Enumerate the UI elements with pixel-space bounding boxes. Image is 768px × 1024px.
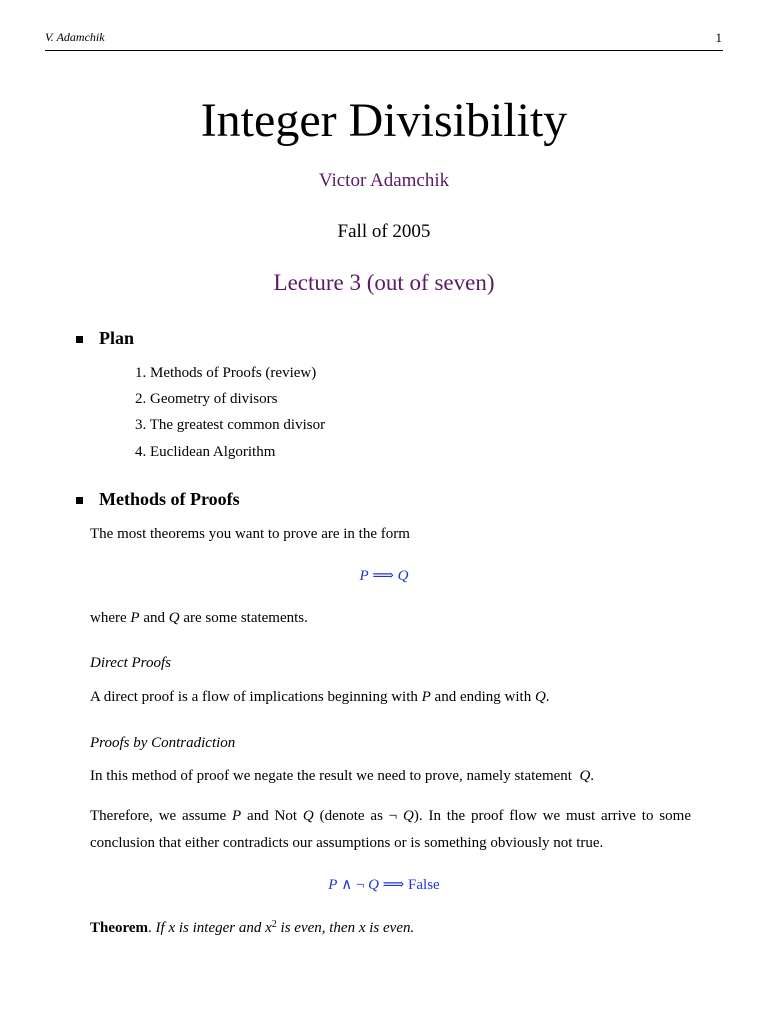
document-date: Fall of 2005 [337,221,431,242]
formula-implication: P ⟹ Q [359,568,409,584]
plan-bullet-icon [76,336,83,343]
header-divider [45,50,723,51]
lecture-subtitle: Lecture 3 (out of seven) [273,270,495,295]
document-author: Victor Adamchik [318,170,450,191]
theorem-label: Theorem [90,920,149,936]
formula-contradiction: P ∧ ¬ Q ⟹ False [328,877,440,893]
methods-heading: Methods of Proofs [99,489,240,509]
methods-intro: The most theorems you want to prove are in the form [90,526,410,542]
plan-item: 4. Euclidean Algorithm [135,444,276,460]
page-number: 1 [715,30,722,45]
contradiction-heading: Proofs by Contradiction [90,735,236,751]
plan-item: 1. Methods of Proofs (review) [135,365,317,381]
plan-item: 3. The greatest common divisor [135,417,326,433]
direct-proofs-heading: Direct Proofs [90,655,171,671]
plan-item: 2. Geometry of divisors [135,391,278,407]
document-title: Integer Divisibility [200,94,568,147]
therefore-paragraph: Therefore, we assume P and Not Q (denote as ¬ Q). In the proof flow we must arrive to some conclusion that either contradicts our assumptions or is something obviously not true. [90,808,691,851]
theorem-statement: Theorem. If x is integer and $x^2$ is even, then x is even. [90,919,415,936]
methods-bullet-icon [76,497,83,504]
plan-heading: Plan [99,328,135,348]
header-author: V. Adamchik [45,30,105,44]
direct-proofs-text: A direct proof is a flow of implications beginning with P and ending with Q. [90,689,550,705]
contradiction-text: In this method of proof we negate the result we need to prove, namely statement Q. [90,768,595,784]
where-statement: where P and Q are some statements. [90,610,308,626]
